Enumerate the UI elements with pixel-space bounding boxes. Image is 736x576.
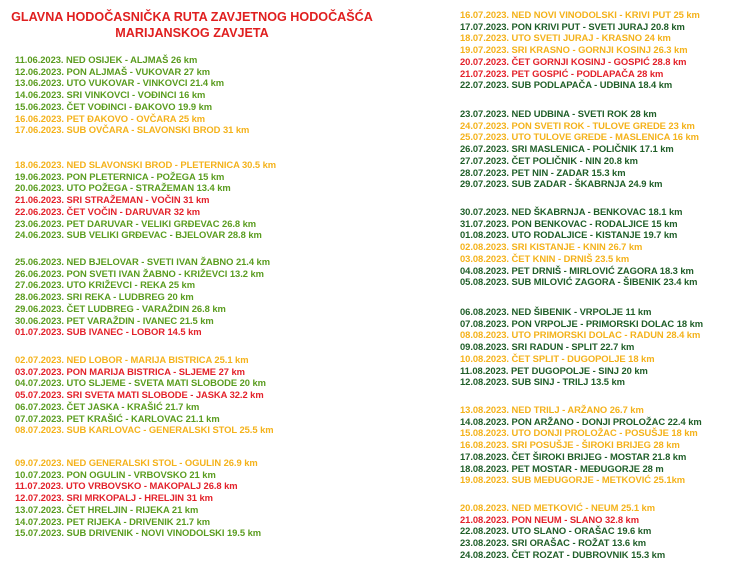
- route-stage: 09.07.2023. NED GENERALSKI STOL - OGULIN 26.9 km: [15, 457, 258, 468]
- route-stage: 13.06.2023. UTO VUKOVAR - VINKOVCI 21.4 km: [15, 77, 225, 89]
- route-stage: 24.07.2023. PON SVETI ROK - TULOVE GREDE 23 km: [460, 119, 695, 131]
- route-stage: 05.08.2023. SUB MILOVIĆ ZAGORA - ŠIBENIK 23.4 km: [460, 276, 698, 288]
- route-stage: 16.08.2023. SRI POSUŠJE - ŠIROKI BRIJEG 28 km: [460, 439, 680, 451]
- route-stage: 12.08.2023. SUB SINJ - TRILJ 13.5 km: [460, 376, 625, 388]
- route-stage: 28.07.2023. PET NIN - ZADAR 15.3 km: [460, 166, 626, 178]
- route-stage: 16.06.2023. PET ĐAKOVO - OVČARA 25 km: [15, 112, 206, 124]
- route-stage: 14.06.2023. SRI VINKOVCI - VOĐINCI 16 km: [15, 89, 206, 101]
- route-stage: 15.07.2023. SUB DRIVENIK - NOVI VINODOLSKI 19.5 km: [15, 527, 262, 539]
- route-stage: 04.07.2023. UTO SLJEME - SVETA MATI SLOBODE 20 km: [15, 377, 266, 389]
- route-stage: 31.07.2023. PON BENKOVAC - RODALJICE 15 km: [460, 217, 678, 229]
- title-line-1: GLAVNA HODOČASNIČKA RUTA ZAVJETNOG HODOČAŠĆA: [11, 10, 373, 24]
- page-title: [0, 9, 384, 42]
- route-week-block: [15, 457, 261, 539]
- route-stage: 28.06.2023. SRI REKA - LUDBREG 20 km: [15, 291, 194, 303]
- route-stage: 15.08.2023. UTO DONJI PROLOŽAC - POSUŠJE 18 km: [460, 427, 698, 439]
- route-stage: 02.08.2023. SRI KISTANJE - KNIN 26.7 km: [460, 241, 643, 253]
- route-stage: 29.07.2023. SUB ZADAR - ŠKABRNJA 24.9 km: [460, 178, 663, 190]
- route-stage: 07.07.2023. PET KRAŠIĆ - KARLOVAC 21.1 km: [15, 412, 220, 424]
- route-stage: 13.08.2023. NED TRILJ - ARŽANO 26.7 km: [460, 404, 644, 415]
- route-stage: 20.07.2023. ČET GORNJI KOSINJ - GOSPIĆ 28.8 km: [460, 55, 687, 67]
- route-stage: 21.08.2023. PON NEUM - SLANO 32.8 km: [460, 513, 640, 525]
- route-stage: 01.07.2023. SUB IVANEC - LOBOR 14.5 km: [15, 326, 202, 338]
- route-stage: 20.06.2023. UTO POŽEGA - STRAŽEMAN 13.4 km: [15, 182, 231, 194]
- route-stage: 11.06.2023. NED OSIJEK - ALJMAŠ 26 km: [15, 54, 198, 65]
- route-week-block: [460, 502, 665, 561]
- route-week-block: [15, 354, 274, 436]
- route-stage: 26.06.2023. PON SVETI IVAN ŽABNO - KRIŽEVCI 13.2 km: [15, 267, 264, 279]
- route-week-block: [460, 404, 702, 486]
- route-stage: 03.07.2023. PON MARIJA BISTRICA - SLJEME 27 km: [15, 365, 245, 377]
- route-stage: 17.07.2023. PON KRIVI PUT - SVETI JURAJ 20.8 km: [460, 20, 685, 32]
- route-stage: 17.06.2023. SUB OVČARA - SLAVONSKI BROD 31 km: [15, 124, 250, 136]
- route-stage: 16.07.2023. NED NOVI VINODOLSKI - KRIVI PUT 25 km: [460, 9, 700, 20]
- route-stage: 23.07.2023. NED UDBINA - SVETI ROK 28 km: [460, 108, 657, 119]
- route-stage: 18.08.2023. PET MOSTAR - MEĐUGORJE 28 m: [460, 462, 664, 474]
- route-stage: 24.06.2023. SUB VELIKI GRĐEVAC - BJELOVAR 28.8 km: [15, 229, 262, 241]
- route-week-block: [460, 9, 700, 91]
- route-stage: 23.06.2023. PET DARUVAR - VELIKI GRĐEVAC 26.8 km: [15, 217, 257, 229]
- route-stage: 22.06.2023. ČET VOČIN - DARUVAR 32 km: [15, 205, 201, 217]
- route-week-block: [15, 54, 249, 136]
- route-stage: 08.07.2023. SUB KARLOVAC - GENERALSKI STOL 25.5 km: [15, 424, 274, 436]
- route-stage: 26.07.2023. SRI MASLENICA - POLIČNIK 17.1 km: [460, 143, 674, 155]
- route-stage: 06.08.2023. NED ŠIBENIK - VRPOLJE 11 km: [460, 306, 652, 317]
- route-stage: 22.07.2023. SUB PODLAPAČA - UDBINA 18.4 km: [460, 79, 673, 91]
- route-stage: 06.07.2023. ČET JASKA - KRAŠIĆ 21.7 km: [15, 400, 200, 412]
- route-stage: 18.06.2023. NED SLAVONSKI BROD - PLETERNICA 30.5 km: [15, 159, 277, 170]
- route-week-block: [460, 306, 703, 388]
- route-stage: 11.08.2023. PET DUGOPOLJE - SINJ 20 km: [460, 364, 648, 376]
- route-stage: 09.08.2023. SRI RADUN - SPLIT 22.7 km: [460, 341, 635, 353]
- route-stage: 30.07.2023. NED ŠKABRNJA - BENKOVAC 18.1 km: [460, 206, 683, 217]
- route-stage: 08.08.2023. UTO PRIMORSKI DOLAC - RADUN 28.4 km: [460, 329, 701, 341]
- route-stage: 04.08.2023. PET DRNIŠ - MIRLOVIĆ ZAGORA 18.3 km: [460, 264, 694, 276]
- route-stage: 21.06.2023. SRI STRAŽEMAN - VOČIN 31 km: [15, 194, 210, 206]
- route-stage: 12.07.2023. SRI MRKOPALJ - HRELJIN 31 km: [15, 492, 213, 504]
- route-stage: 30.06.2023. PET VARAŽDIN - IVANEC 21.5 km: [15, 314, 214, 326]
- route-stage: 22.08.2023. UTO SLANO - ORAŠAC 19.6 km: [460, 525, 652, 537]
- route-stage: 02.07.2023. NED LOBOR - MARIJA BISTRICA 25.1 km: [15, 354, 249, 365]
- route-stage: 19.06.2023. PON PLETERNICA - POŽEGA 15 km: [15, 170, 225, 182]
- route-stage: 25.06.2023. NED BJELOVAR - SVETI IVAN ŽABNO 21.4 km: [15, 256, 270, 267]
- route-stage: 14.07.2023. PET RIJEKA - DRIVENIK 21.7 km: [15, 515, 211, 527]
- route-stage: 19.08.2023. SUB MEĐUGORJE - METKOVIĆ 25.1km: [460, 474, 686, 486]
- route-stage: 11.07.2023. UTO VRBOVSKO - MAKOPALJ 26.8 km: [15, 480, 238, 492]
- route-week-block: [15, 256, 270, 338]
- route-stage: 27.07.2023. ČET POLIČNIK - NIN 20.8 km: [460, 154, 638, 166]
- route-stage: 15.06.2023. ČET VOĐINCI - ĐAKOVO 19.9 km: [15, 100, 213, 112]
- route-week-block: [15, 159, 276, 241]
- route-stage: 13.07.2023. ČET HRELJIN - RIJEKA 21 km: [15, 503, 199, 515]
- route-stage: 17.08.2023. ČET ŠIROKI BRIJEG - MOSTAR 21.8 km: [460, 450, 687, 462]
- route-stage: 19.07.2023. SRI KRASNO - GORNJI KOSINJ 26.3 km: [460, 44, 688, 56]
- route-stage: 25.07.2023. UTO TULOVE GREDE - MASLENICA 16 km: [460, 131, 699, 143]
- route-stage: 05.07.2023. SRI SVETA MATI SLOBODE - JASKA 32.2 km: [15, 389, 264, 401]
- route-stage: 10.07.2023. PON OGULIN - VRBOVSKO 21 km: [15, 468, 216, 480]
- route-stage: 07.08.2023. PON VRPOLJE - PRIMORSKI DOLAC 18 km: [460, 317, 704, 329]
- route-stage: 23.08.2023. SRI ORAŠAC - ROŽAT 13.6 km: [460, 537, 647, 549]
- route-stage: 12.06.2023. PON ALJMAŠ - VUKOVAR 27 km: [15, 65, 211, 77]
- route-stage: 01.08.2023. UTO RODALJICE - KISTANJE 19.7 km: [460, 229, 678, 241]
- route-week-block: [460, 108, 699, 190]
- route-stage: 29.06.2023. ČET LUDBREG - VARAŽDIN 26.8 km: [15, 302, 226, 314]
- route-stage: 20.08.2023. NED METKOVIĆ - NEUM 25.1 km: [460, 502, 655, 513]
- route-stage: 14.08.2023. PON ARŽANO - DONJI PROLOŽAC 22.4 km: [460, 415, 702, 427]
- route-stage: 21.07.2023. PET GOSPIĆ - PODLAPAČA 28 km: [460, 67, 664, 79]
- route-stage: 18.07.2023. UTO SVETI JURAJ - KRASNO 24 km: [460, 32, 671, 44]
- route-stage: 03.08.2023. ČET KNIN - DRNIŠ 23.5 km: [460, 252, 630, 264]
- route-stage: 27.06.2023. UTO KRIŽEVCI - REKA 25 km: [15, 279, 195, 291]
- title-line-2: MARIJANSKOG ZAVJETA: [115, 26, 269, 41]
- route-stage: 24.08.2023. ČET ROZAT - DUBROVNIK 15.3 km: [460, 548, 666, 560]
- route-week-block: [460, 206, 697, 288]
- route-stage: 10.08.2023. ČET SPLIT - DUGOPOLJE 18 km: [460, 352, 655, 364]
